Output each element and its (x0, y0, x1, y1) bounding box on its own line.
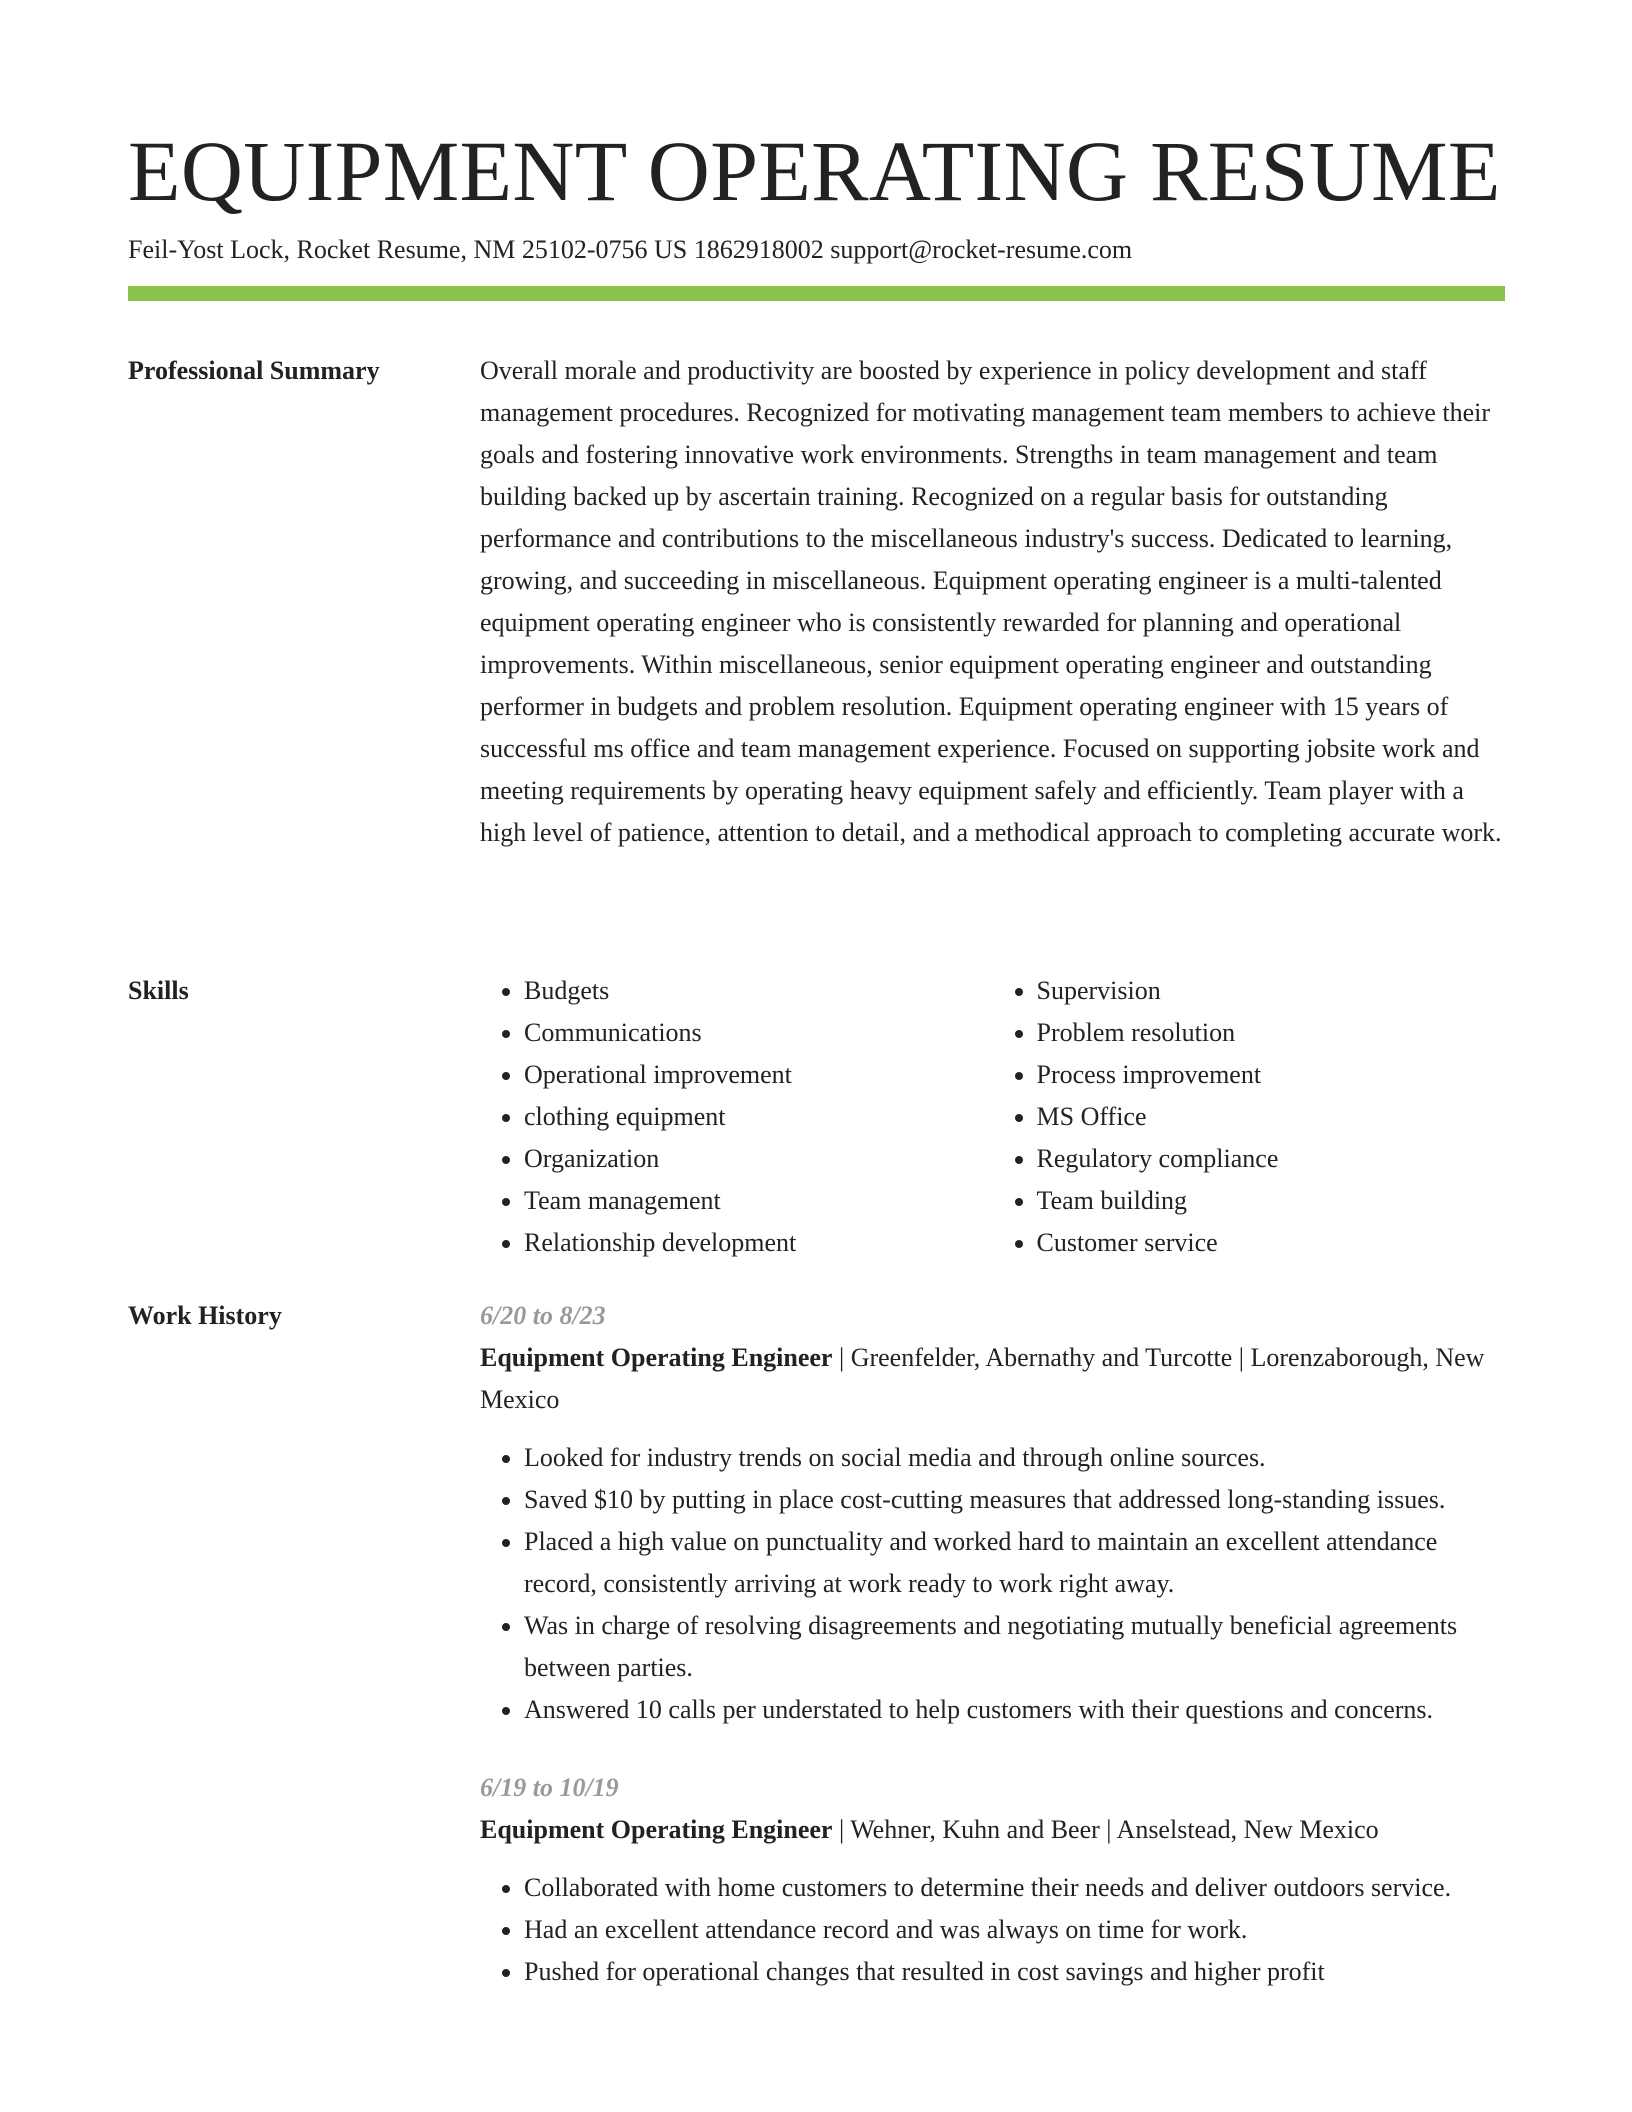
job-bullet: • Pushed for operational changes that resulted in cost savings and higher profit (524, 1951, 1505, 1993)
skills-columns (480, 970, 1505, 1264)
job-entry (480, 1767, 1505, 1993)
job-bullets (480, 1437, 1505, 1731)
summary-body (480, 350, 1505, 854)
job-bullet: • Looked for industry trends on social media and through online sources. (524, 1437, 1505, 1479)
resume-title: EQUIPMENT OPERATING RESUME (128, 123, 1501, 219)
job-title: Equipment Operating Engineer (480, 1343, 833, 1372)
skill-item: • Operational improvement (524, 1054, 993, 1096)
job-heading (480, 1337, 1505, 1421)
skills-body (480, 970, 1505, 1264)
job-bullet: • Was in charge of resolving disagreements and negotiating mutually beneficial agreements between parties. (524, 1605, 1505, 1689)
skill-item: • MS Office (1037, 1096, 1506, 1138)
job-bullets (480, 1867, 1505, 1993)
skill-item: • Customer service (1037, 1222, 1506, 1264)
job-bullet: • Saved $10 by putting in place cost-cutting measures that addressed long-standing issues. (524, 1479, 1505, 1521)
skills-list-right (993, 970, 1506, 1264)
skills-list-left (480, 970, 993, 1264)
section-label-summary: Professional Summary (128, 356, 380, 385)
job-entry (480, 1295, 1505, 1731)
skill-item: • clothing equipment (524, 1096, 993, 1138)
job-bullet: • Had an excellent attendance record and was always on time for work. (524, 1909, 1505, 1951)
skill-item: • Communications (524, 1012, 993, 1054)
skill-item: • Process improvement (1037, 1054, 1506, 1096)
skill-item: • Team building (1037, 1180, 1506, 1222)
skill-item: • Supervision (1037, 970, 1506, 1012)
accent-divider (128, 286, 1505, 301)
section-label-work-history: Work History (128, 1301, 282, 1330)
job-bullet: • Answered 10 calls per understated to help customers with their questions and concerns. (524, 1689, 1505, 1731)
job-details: | Greenfelder, Abernathy and Turcotte | Lorenzaborough, New Mexico (480, 1343, 1485, 1414)
section-label-skills: Skills (128, 976, 189, 1005)
contact-line: Feil-Yost Lock, Rocket Resume, NM 25102-0756 US 1862918002 support@rocket-resume.com (128, 235, 1133, 264)
skill-item: • Relationship development (524, 1222, 993, 1264)
summary-text: Overall morale and productivity are boosted by experience in policy development and staff management procedures. Recognized for motivating management team members to achieve their goals and fostering innovative work environments. Strengths in team management and team building backed up by ascertain training. Recognized on a regular basis for outstanding performance and contributions to the miscellaneous industry's success. Dedicated to learning, growing, and succeeding in miscellaneous. Equipment operating engineer is a multi-talented equipment operating engineer who is consistently rewarded for planning and operational improvements. Within miscellaneous, senior equipment operating engineer and outstanding performer in budgets and problem resolution. Equipment operating engineer with 15 years of successful ms office and team management experience. Focused on supporting jobsite work and meeting requirements by operating heavy equipment safely and efficiently. Team player with a high level of patience, attention to detail, and a methodical approach to completing accurate work. (480, 356, 1502, 847)
job-dates: 6/19 to 10/19 (480, 1773, 619, 1802)
job-heading (480, 1809, 1505, 1851)
work-history-body (480, 1295, 1505, 2029)
job-title: Equipment Operating Engineer (480, 1815, 833, 1844)
skill-item: • Organization (524, 1138, 993, 1180)
skill-item: • Budgets (524, 970, 993, 1012)
job-bullet: • Placed a high value on punctuality and worked hard to maintain an excellent attendance record, consistently arriving at work ready to work right away. (524, 1521, 1505, 1605)
skill-item: • Regulatory compliance (1037, 1138, 1506, 1180)
skill-item: • Team management (524, 1180, 993, 1222)
job-dates: 6/20 to 8/23 (480, 1301, 606, 1330)
job-bullet: • Collaborated with home customers to determine their needs and deliver outdoors service. (524, 1867, 1505, 1909)
job-details: | Wehner, Kuhn and Beer | Anselstead, New Mexico (832, 1815, 1379, 1844)
skill-item: • Problem resolution (1037, 1012, 1506, 1054)
